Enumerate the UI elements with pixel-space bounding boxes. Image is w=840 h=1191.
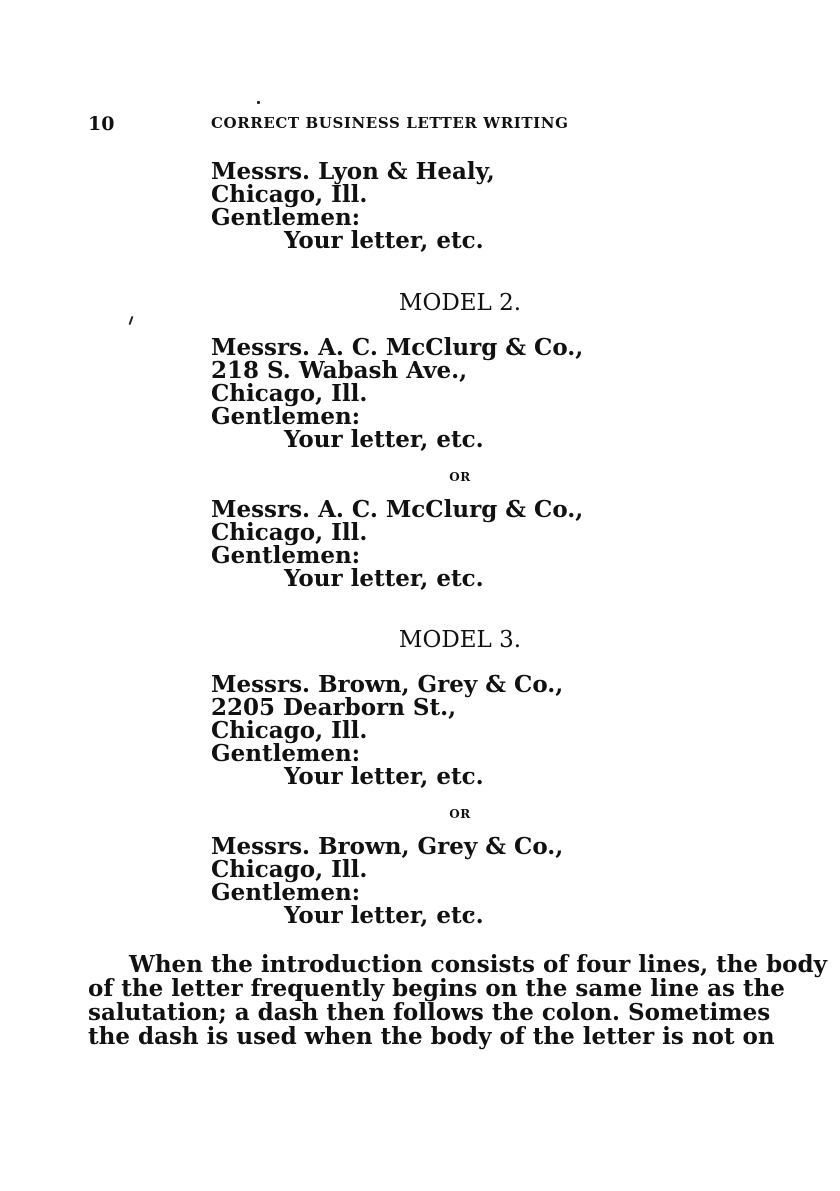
address-line: Messrs. A. C. McClurg & Co.,	[211, 334, 584, 361]
paragraph-line: of the letter frequently begins on the same line as the	[88, 975, 785, 1002]
model-3-version-b	[211, 835, 563, 927]
address-line: Chicago, Ill.	[211, 380, 368, 407]
address-line: Messrs. Lyon & Healy,	[211, 158, 495, 185]
letter-opening: Your letter, etc.	[284, 763, 484, 790]
paragraph-line: salutation; a dash then follows the colon. Sometimes	[88, 999, 771, 1026]
model-2-version-a	[211, 336, 583, 451]
address-line: Chicago, Ill.	[211, 519, 368, 546]
model-2-version-b	[211, 498, 583, 590]
salutation: Gentlemen:	[211, 204, 361, 231]
salutation: Gentlemen:	[211, 403, 361, 430]
address-line: Chicago, Ill.	[211, 717, 368, 744]
model-3-or-separator: OR	[449, 807, 471, 821]
model-3-heading: MODEL 3.	[398, 627, 522, 653]
address-line: Messrs. A. C. McClurg & Co.,	[211, 496, 584, 523]
letter-opening: Your letter, etc.	[284, 902, 484, 929]
address-line: Messrs. Brown, Grey & Co.,	[211, 833, 564, 860]
model-3-version-a	[211, 673, 563, 788]
salutation: Gentlemen:	[211, 740, 361, 767]
letter-opening: Your letter, etc.	[284, 227, 484, 254]
body-paragraph	[88, 951, 827, 1050]
letter-opening: Your letter, etc.	[284, 426, 484, 453]
print-speck	[257, 101, 260, 104]
address-line: 2205 Dearborn St.,	[211, 694, 457, 721]
model-2-or-separator: OR	[449, 470, 471, 484]
print-speck	[129, 316, 134, 325]
page-number: 10	[88, 113, 115, 135]
address-line: 218 S. Wabash Ave.,	[211, 357, 468, 384]
running-title: CORRECT BUSINESS LETTER WRITING	[211, 114, 569, 132]
letter-opening: Your letter, etc.	[284, 565, 484, 592]
salutation: Gentlemen:	[211, 879, 361, 906]
model-2-heading: MODEL 2.	[398, 290, 522, 316]
paragraph-line: the dash is used when the body of the letter is not on	[88, 1023, 775, 1050]
address-line: Chicago, Ill.	[211, 181, 368, 208]
model-1-address-block	[211, 160, 495, 252]
paragraph-line: When the introduction consists of four lines, the body	[129, 951, 827, 978]
salutation: Gentlemen:	[211, 542, 361, 569]
address-line: Chicago, Ill.	[211, 856, 368, 883]
address-line: Messrs. Brown, Grey & Co.,	[211, 671, 564, 698]
